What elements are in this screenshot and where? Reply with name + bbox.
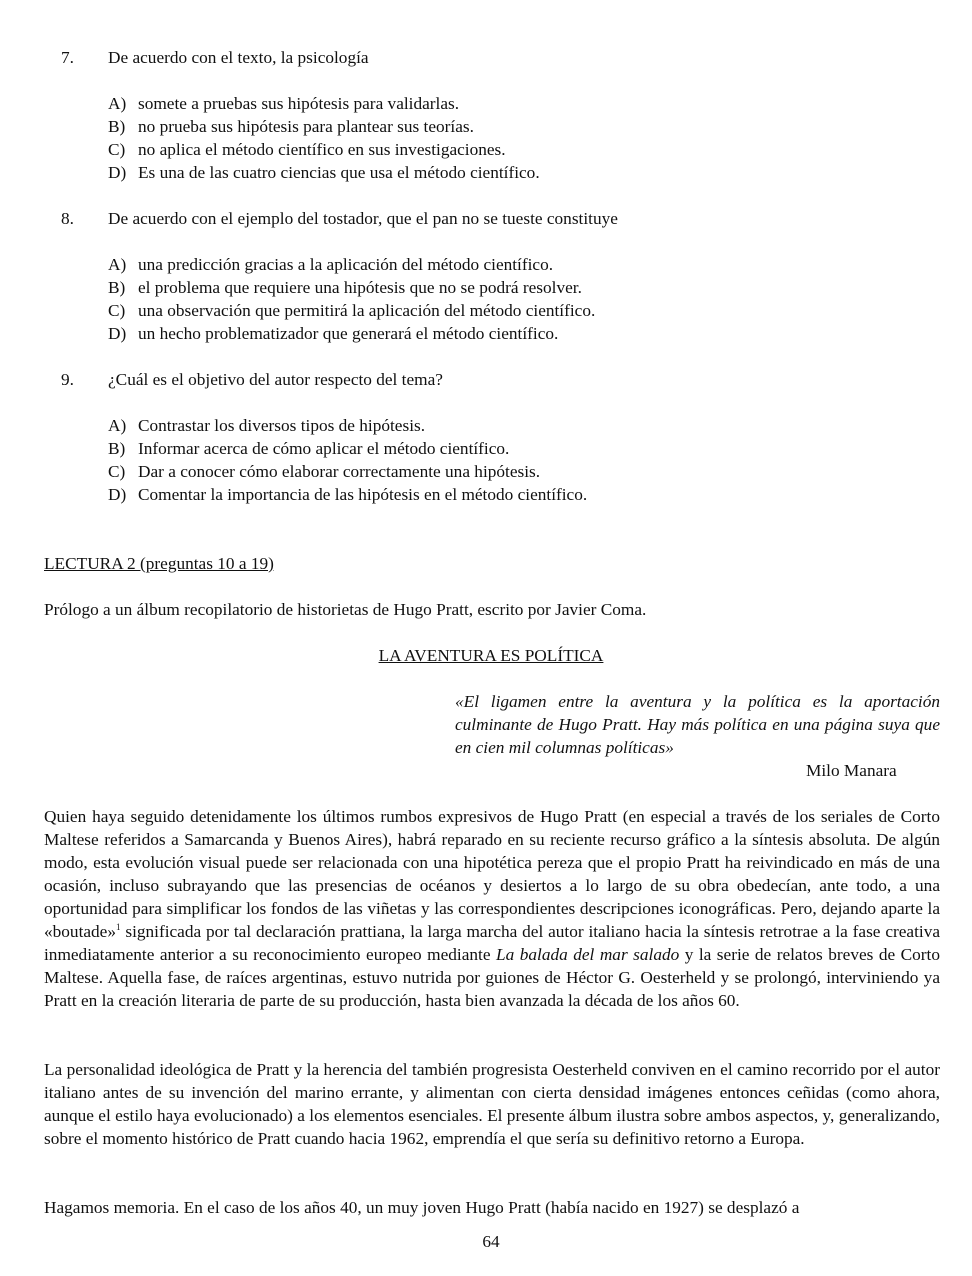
option-c: C) Dar a conocer cómo elaborar correctamente una hipótesis. xyxy=(108,462,541,481)
option-d: D) Es una de las cuatro ciencias que usa el método científico. xyxy=(108,163,540,182)
option-b: B) no prueba sus hipótesis para plantear sus teorías. xyxy=(108,117,474,136)
question-stem xyxy=(0,207,972,230)
option-a: A) una predicción gracias a la aplicación del método científico. xyxy=(108,255,554,274)
paragraph-2: La personalidad ideológica de Pratt y la herencia del también progresista Oesterheld conviven en el camino recorrido por el autor italiano antes de su invención del marino errante, y alimentan con cierta densidad imágenes entonces ceñidas (como ahora, aunque el estilo haya evolucionado) a los elementos esenciales. El presente álbum ilustra sobre ambos aspectos, y, generalizando, sobre el momento histórico de Pratt cuando hacia 1962, emprendía el que sería su definitivo retorno a Europa. xyxy=(44,1060,940,1148)
epigraph: «El ligamen entre la aventura y la política es la aportación culminante de Hugo Pratt. Hay más política en una página suya que en cien mil columnas políticas» xyxy=(455,692,940,757)
option-b: B) Informar acerca de cómo aplicar el método científico. xyxy=(108,439,510,458)
epigraph-author: Milo Manara xyxy=(806,761,897,780)
section-title: LECTURA 2 (preguntas 10 a 19) xyxy=(44,554,274,573)
page-number: 64 xyxy=(482,1232,500,1251)
question-stem xyxy=(0,46,972,69)
paragraph-3: Hagamos memoria. En el caso de los años 40, un muy joven Hugo Pratt (había nacido en 1927) se desplazó a xyxy=(44,1198,800,1217)
question-9 xyxy=(0,368,972,506)
option-a: A) somete a pruebas sus hipótesis para validarlas. xyxy=(108,94,460,113)
option-c: C) una observación que permitirá la aplicación del método científico. xyxy=(108,301,596,320)
question-text: De acuerdo con el ejemplo del tostador, que el pan no se tueste constituye xyxy=(108,209,618,228)
question-stem xyxy=(0,368,972,391)
question-text: ¿Cuál es el objetivo del autor respecto del tema? xyxy=(108,370,443,389)
question-number: 7. xyxy=(61,48,74,67)
option-b: B) el problema que requiere una hipótesis que no se podrá resolver. xyxy=(108,278,582,297)
option-d: D) Comentar la importancia de las hipótesis en el método científico. xyxy=(108,485,588,504)
option-d: D) un hecho problematizador que generará el método científico. xyxy=(108,324,559,343)
section-intro: Prólogo a un álbum recopilatorio de historietas de Hugo Pratt, escrito por Javier Coma. xyxy=(44,600,647,619)
book-title: La balada del mar salado xyxy=(496,945,680,964)
option-a: A) Contrastar los diversos tipos de hipótesis. xyxy=(108,416,426,435)
footnote-marker: 1 xyxy=(116,922,121,933)
question-7 xyxy=(0,46,972,184)
question-8 xyxy=(0,207,972,345)
option-c: C) no aplica el método científico en sus investigaciones. xyxy=(108,140,506,159)
question-text: De acuerdo con el texto, la psicología xyxy=(108,48,369,67)
paragraph-1: Quien haya seguido detenidamente los últimos rumbos expresivos de Hugo Pratt (en especial a través de los seriales de Corto Maltese referidos a Samarcanda y Buenos Aires), habrá reparado en su reciente recurso gráfico a la síntesis absoluta. De algún modo, esta evolución visual puede ser relacionada con una hipotética pereza que el propio Pratt ha reivindicado en más de una ocasión, incluso subrayando que las presencias de océanos y desiertos a lo largo de su obra obedecían, ante todo, a una oportunidad para simplificar los fondos de las viñetas y las correspondientes descripciones iconográficas. Pero, dejando aparte la «boutade»$^1$ significada por tal declaración prattiana, la larga marcha del autor italiano hacia la síntesis retrotrae a la fase creativa inmediatamente anterior a su reconocimiento europeo mediante La balada del mar salado y la serie de relatos breves de Corto Maltese. Aquella fase, de raíces argentinas, estuvo nutrida por guiones de Héctor G. Oesterheld y se prolongó, interviniendo ya Pratt en la creación literaria de parte de su producción, hasta bien avanzada la década de los años 60. xyxy=(44,807,940,1010)
question-number: 9. xyxy=(61,370,74,389)
reading-title: LA AVENTURA ES POLÍTICA xyxy=(378,646,604,665)
question-number: 8. xyxy=(61,209,74,228)
